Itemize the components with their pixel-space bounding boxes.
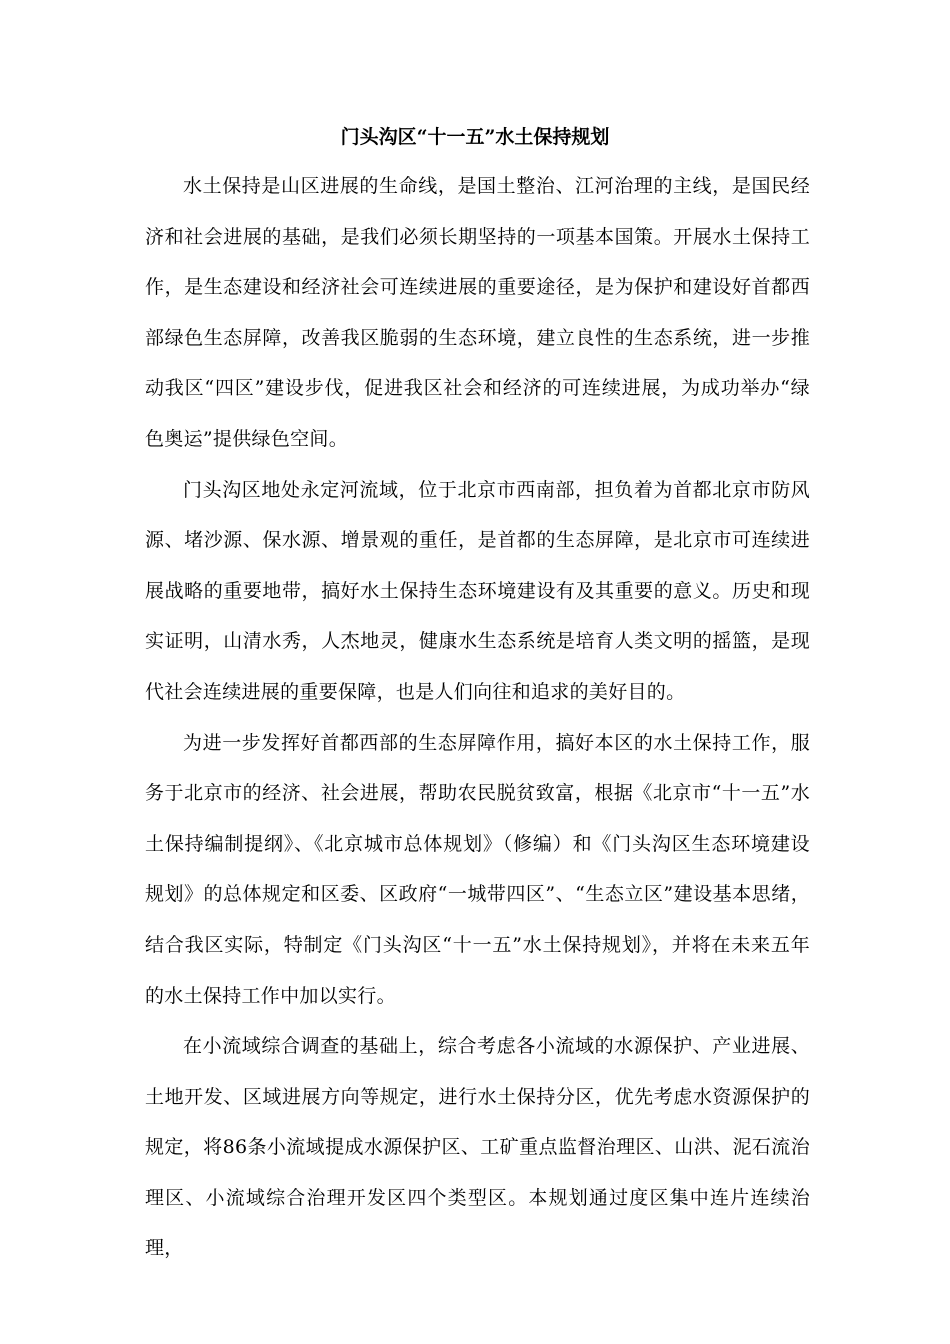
paragraph-1: 水土保持是山区进展的生命线，是国土整治、江河治理的主线，是国民经济和社会进展的基础，是我们必须长期坚持的一项基本国策。开展水土保持工作，是生态建设和经济社会可连续进展的重要途径，是为保护和建设好首都西部绿色生态屏障，改善我区脆弱的生态环境，建立良性的生态系统，进一步推动我区“四区”建设步伐，促进我区社会和经济的可连续进展，为成功举办“绿色奥运”提供绿色空间。 bbox=[145, 175, 810, 450]
paragraph-4: 在小流域综合调查的基础上，综合考虑各小流域的水源保护、产业进展、土地开发、区域进展方向等规定，进行水土保持分区，优先考虑水资源保护的规定，将86条小流域提成水源保护区、工矿重点监督治理区、山洪、泥石流治理区、小流域综合治理开发区四个类型区。本规划通过度区集中连片连续治理， bbox=[145, 1035, 810, 1260]
paragraph-3: 为进一步发挥好首都西部的生态屏障作用，搞好本区的水土保持工作，服务于北京市的经济、社会进展，帮助农民脱贫致富，根据《北京市“十一五”水土保持编制提纲》、《北京城市总体规划》（修编）和《门头沟区生态环境建设规划》的总体规定和区委、区政府“一城带四区”、“生态立区”建设基本思绪，结合我区实际，特制定《门头沟区“十一五”水土保持规划》，并将在未来五年的水土保持工作中加以实行。 bbox=[145, 731, 810, 1007]
paragraph-2: 门头沟区地处永定河流域，位于北京市西南部，担负着为首都北京市防风源、堵沙源、保水源、增景观的重任，是首都的生态屏障，是北京市可连续进展战略的重要地带，搞好水土保持生态环境建设有及其重要的意义。历史和现实证明，山清水秀，人杰地灵，健康水生态系统是培育人类文明的摇篮，是现代社会连续进展的重要保障，也是人们向往和追求的美好目的。 bbox=[145, 478, 810, 703]
document-body bbox=[145, 161, 810, 1274]
document-title: 门头沟区“十一五”水土保持规划 bbox=[340, 126, 610, 148]
